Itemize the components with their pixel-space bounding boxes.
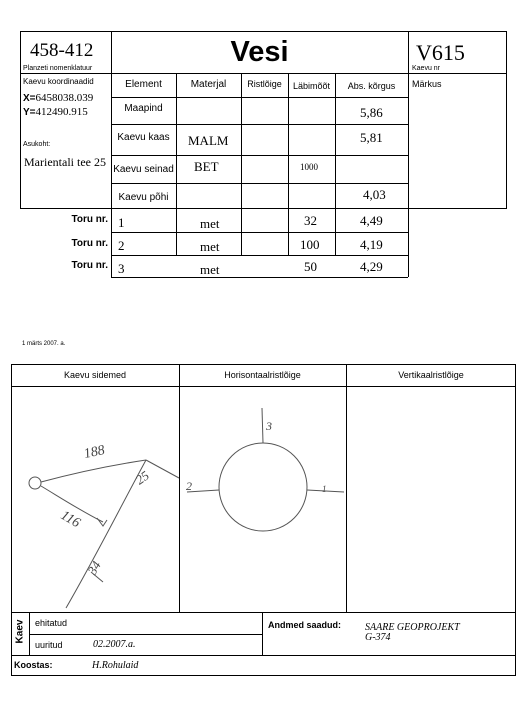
sheet-caption: Planzeti nomenklatuur — [23, 65, 93, 72]
sketch-label: 188 — [82, 442, 107, 463]
panel-title-connections: Kaevu sidemed — [63, 370, 127, 380]
row-diameter: 1000 — [300, 162, 318, 172]
coord-y-label: Y= — [23, 107, 36, 118]
pipe-line-4 — [66, 460, 146, 608]
col-section: Ristlõige — [247, 79, 282, 89]
address: Marientali tee 25 — [24, 155, 106, 169]
coord-x-label: X= — [23, 93, 36, 104]
row-material: MALM — [188, 133, 229, 148]
pipe-diameter: 50 — [304, 259, 317, 274]
row-height: 4,03 — [363, 187, 386, 202]
pipe-material: met — [200, 216, 220, 231]
side-label: Kaev — [14, 619, 26, 644]
well-number: V615 — [416, 40, 465, 65]
author-label: Koostas: — [14, 660, 53, 670]
row-height: 5,81 — [360, 130, 383, 145]
pipe-label: Toru nr. — [71, 238, 108, 249]
col-material: Materjal — [190, 79, 227, 90]
surveyed-label: uuritud — [35, 640, 63, 650]
pipe-diameter: 32 — [304, 213, 317, 228]
row-element: Kaevu seinad — [113, 164, 174, 175]
pipe-label: Toru nr. — [71, 260, 108, 271]
pipe-height: 4,49 — [360, 213, 383, 228]
well-symbol — [29, 477, 41, 489]
pipe-no: 1 — [118, 215, 125, 230]
pipe-label: Toru nr. — [71, 214, 108, 225]
row-material: BET — [194, 159, 219, 174]
sheet-code: 458-412 — [30, 40, 94, 61]
col-height: Abs. kõrgus — [347, 81, 396, 91]
data-from-label: Andmed saadud: — [268, 620, 342, 630]
coord-x-value: 6458038.039 — [35, 92, 94, 104]
row-height: 5,86 — [360, 105, 383, 120]
coords-caption: Kaevu koordinaadid — [23, 77, 94, 86]
sketch-label: 3 — [266, 419, 272, 433]
pipe-material: met — [200, 262, 220, 277]
surveyed-value: 02.2007.a. — [93, 639, 136, 650]
address-caption: Asukoht: — [23, 141, 51, 148]
sketch-label: 1 — [322, 484, 327, 494]
page-title: Vesi — [230, 36, 289, 68]
coord-x — [23, 92, 93, 104]
pipe-line-1 — [41, 460, 146, 482]
panel-title-vertical: Vertikaalristlõige — [398, 370, 464, 380]
coord-y-value: 412490.915 — [35, 106, 88, 118]
sketch-label: 2 — [186, 479, 192, 493]
panel-title-horizontal: Horisontaalristlõige — [224, 370, 301, 380]
pipe-material: met — [200, 239, 220, 254]
sketch-label: 25 — [132, 467, 152, 488]
well-number-caption: Kaevu nr — [412, 65, 441, 72]
col-diameter: Läbimõõt — [292, 81, 331, 91]
sketch-label: 34 — [84, 558, 104, 578]
data-from-code: G-374 — [365, 632, 391, 643]
pipe-diameter: 100 — [300, 237, 320, 252]
date-note: 1 märts 2007. a. — [22, 341, 66, 347]
pipe-stub-top — [262, 408, 263, 443]
row-element: Kaevu põhi — [118, 192, 169, 203]
col-remarks: Märkus — [412, 79, 442, 89]
built-label: ehitatud — [35, 618, 68, 628]
pipe-no: 3 — [118, 261, 125, 276]
coord-y — [23, 106, 88, 118]
col-element: Element — [125, 79, 162, 90]
pipe-line-2 — [146, 460, 179, 478]
well-circle — [219, 443, 307, 531]
sketch-label: 116 — [57, 508, 83, 532]
data-from-value: SAARE GEOPROJEKT — [365, 622, 460, 633]
pipe-height: 4,29 — [360, 259, 383, 274]
pipe-height: 4,19 — [360, 237, 383, 252]
author-value: H.Rohulaid — [92, 660, 139, 671]
row-element: Maapind — [124, 103, 163, 114]
connections-sketch — [11, 386, 179, 612]
pipe-no: 2 — [118, 238, 125, 253]
horizontal-section-sketch — [179, 386, 346, 612]
row-element: Kaevu kaas — [117, 132, 170, 143]
